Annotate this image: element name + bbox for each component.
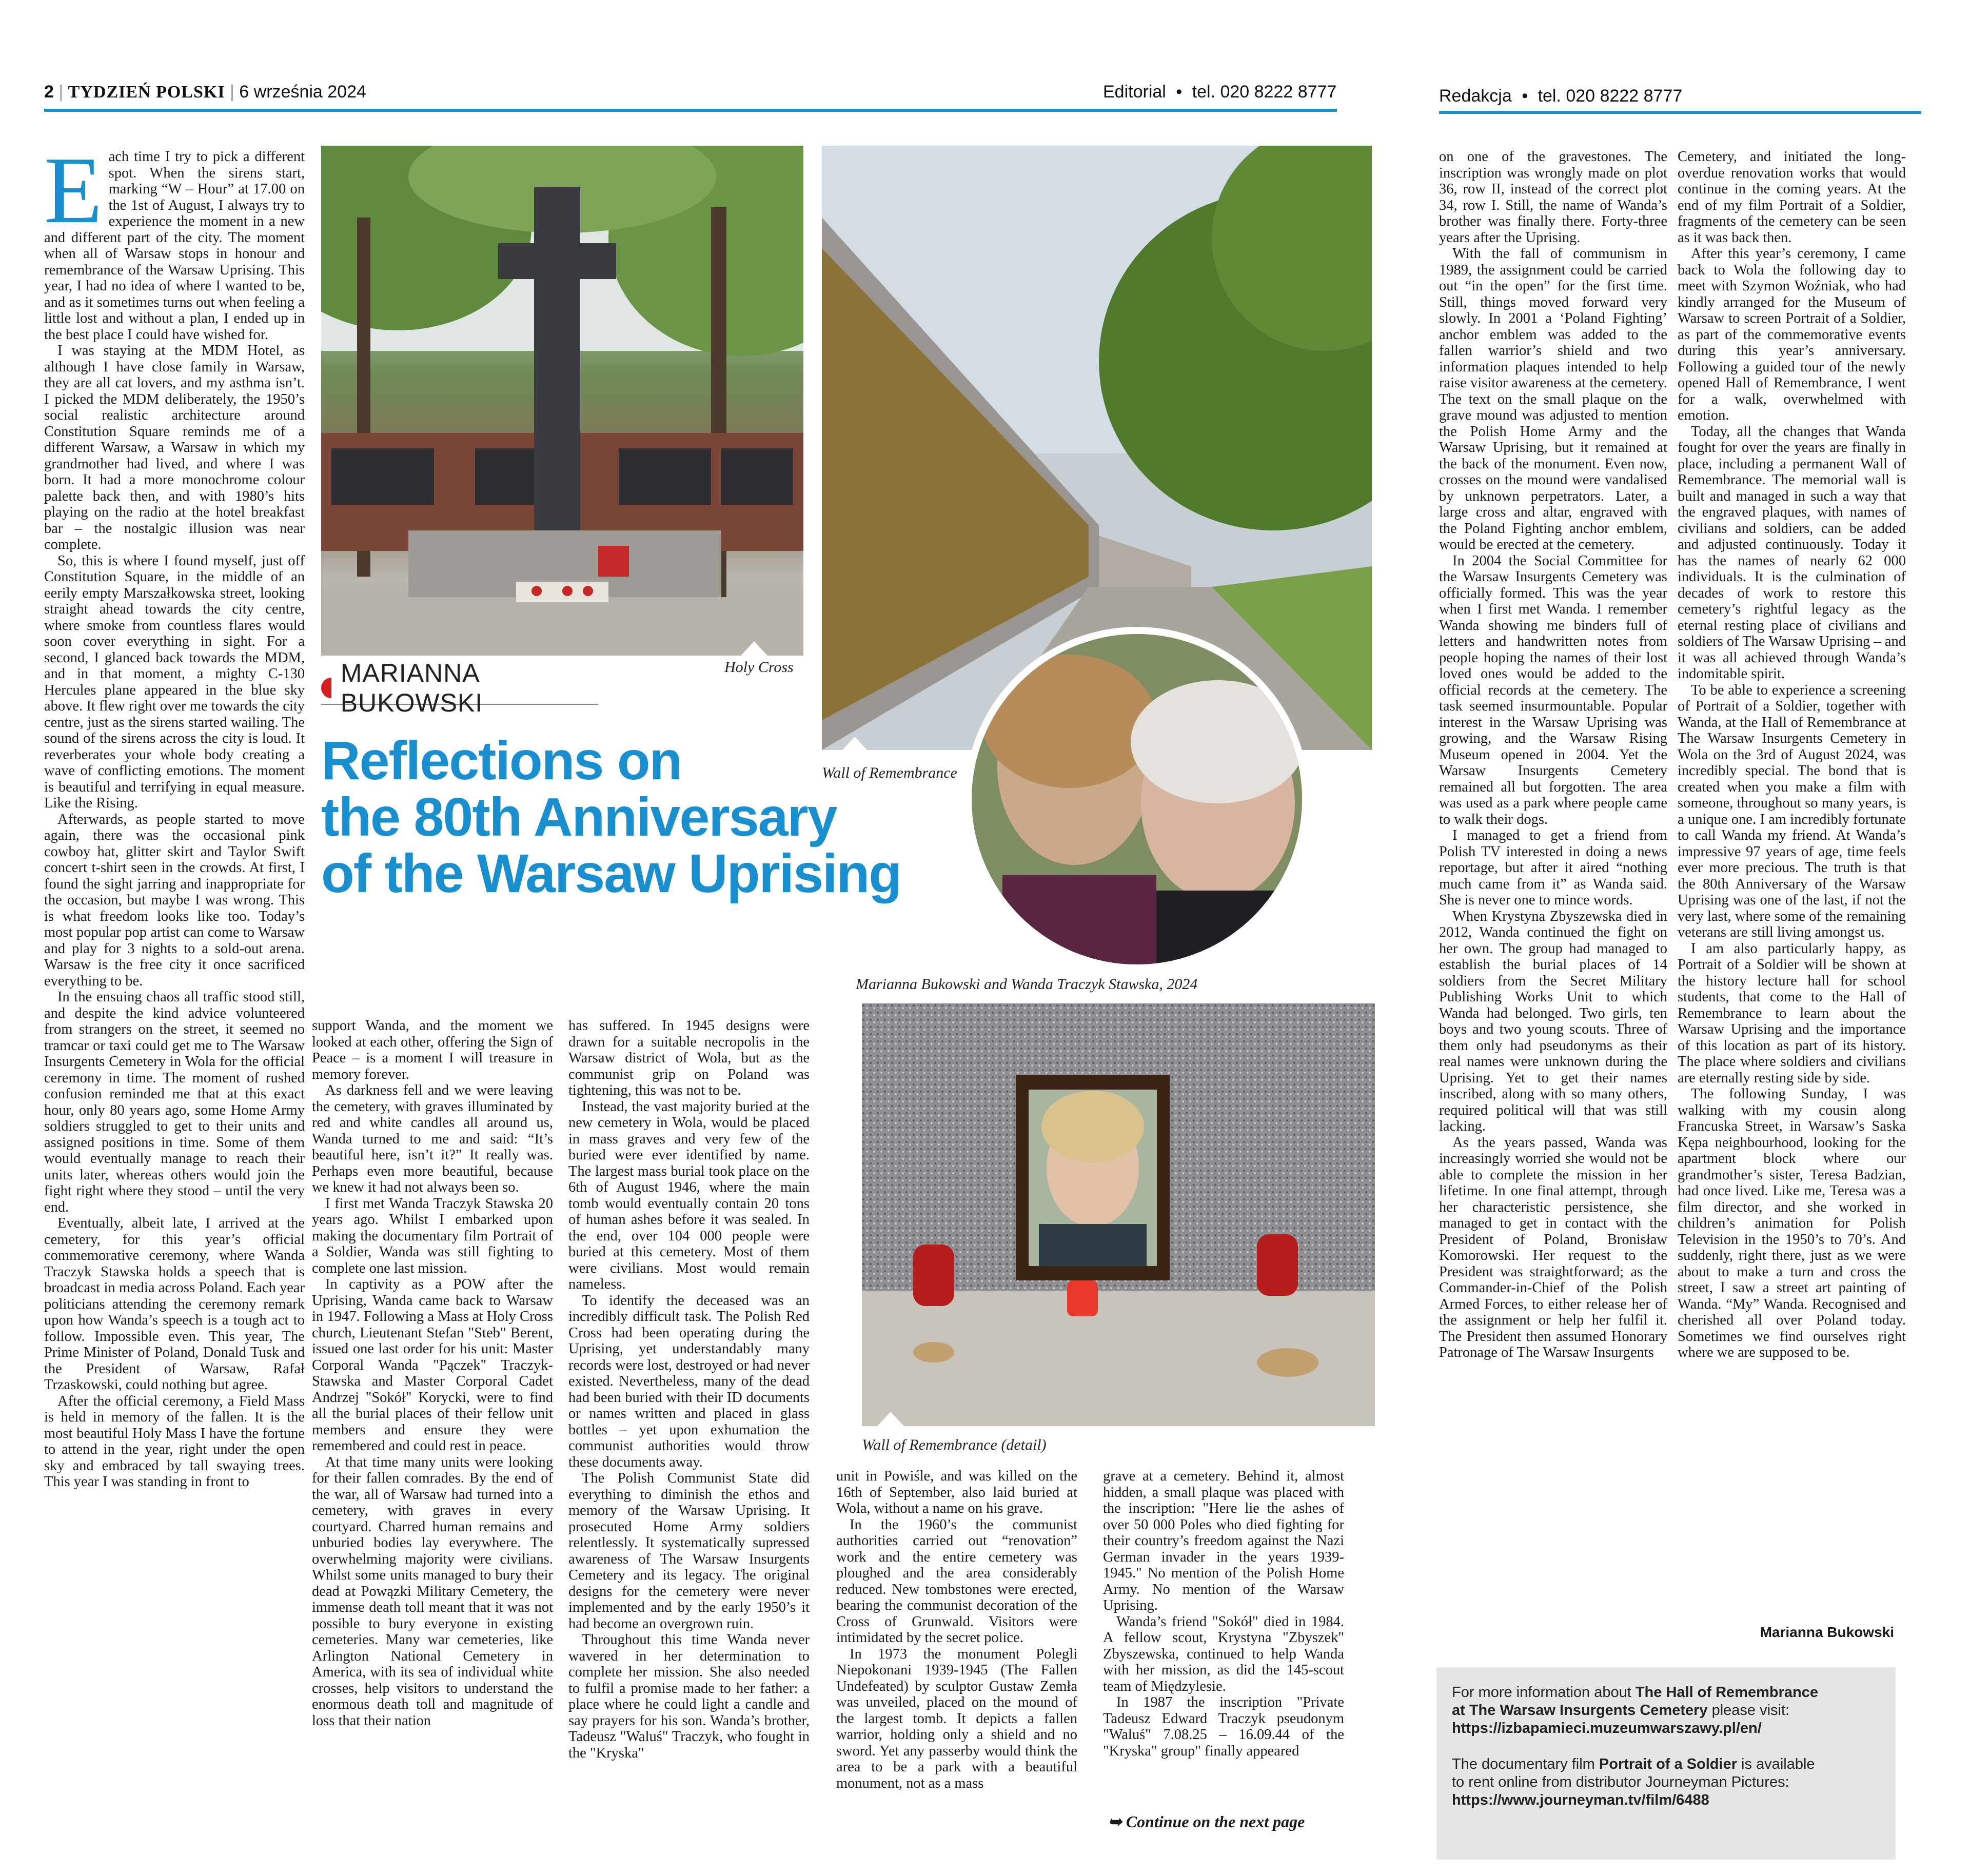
holy-cross-illustration (321, 146, 803, 656)
info-bold: at The Warsaw Insurgents Cemetery (1452, 1702, 1708, 1719)
wall-detail-caption: Wall of Remembrance (detail) (862, 1436, 1047, 1453)
paragraph: To be able to experience a screening of Portrait of a Soldier, together with Wanda, at the Hall of Remembrance at The Warsaw Insurgents Cemetery in Wola on the 3rd of August 2024, was incredibly special. The bond that is created when you make a film with someone, throughout so many years, is a unique one. I am incredibly fortunate to call Wanda my friend. At Wanda’s impressive 97 years of age, time feels ever more precious. The truth is that the 80th Anniversary of the Warsaw Uprising was one of the last, if not the very last, where some of the remaining veterans are still living amongst us. (1678, 682, 1906, 940)
paragraph: As the years passed, Wanda was increasingly worried she would not be able to complete the mission in her lifetime. In one final attempt, through her characteristic persistence, she managed to get in contact with the President of Poland, Bronisław Komorowski. Her request to the President was straightforward; as the Commander-in-Chief of the Polish Armed Forces, to either release her of the assignment or help her fulfil it. The President then assumed Honorary Patronage of The Warsaw Insurgents (1439, 1134, 1667, 1360)
info-line-1 (1452, 1684, 1880, 1702)
headline-line-2: the 80th Anniversary (321, 787, 837, 847)
headline-line-3: of the Warsaw Uprising (321, 843, 901, 904)
paragraph: I managed to get a friend from Polish TV interested in doing a news reportage, but after it aired “nothing much came from it” as Wanda said. She is never one to mince words. (1439, 827, 1667, 908)
paragraph: Afterwards, as people started to move again, there was the occasional pink cowboy hat, glitter skirt and Taylor Swift concert t-shirt seen in the crowds. At first, I found the sight jarring and inappropriate for the occasion, but maybe I was wrong. This is what freedom looks like too. Today’s most popular pop artist can come to Warsaw and play for 3 nights to a sold-out arena. Warsaw is the free city it once sacrificed everything to be. (44, 811, 305, 989)
headline-line-1: Reflections on (321, 730, 682, 791)
paragraph: So, this is where I found myself, just off Constitution Square, in the middle of an eerily empty Marszałkowska street, looking straight ahead towards the city centre, where smoke from countless flares would soon cover everything in sight. For a second, I glanced back towards the MDM, and in that moment, a mighty C-130 Hercules plane appeared in the blue sky above. It flew right over me towards the city centre, just as the sirens started wailing. The sound of the sirens across the city is loud. It reverberates your whole body creating a wave of conflicting emotions. The moment is beautiful and terrifying in equal measure. Like the Rising. (44, 552, 305, 811)
info-spacer (1452, 1737, 1880, 1755)
article-column-5 (1103, 1468, 1344, 1802)
info-box (1436, 1667, 1896, 1860)
paragraph: unit in Powiśle, and was killed on the 16th of September, also laid buried at Wola, without a name on his grave. (836, 1468, 1077, 1516)
drop-cap: E (44, 149, 103, 243)
info-text: The documentary film (1452, 1756, 1599, 1772)
continue-next-page: ➥ Continue on the next page (1108, 1812, 1305, 1831)
paragraph: In 1987 the inscription "Private Tadeusz Edward Traczyk pseudonym "Waluś" 7.08.25 – 16.09.44 of the "Kryska" group" finally appeared (1103, 1694, 1344, 1759)
header-tel-right: tel. 020 8222 8777 (1538, 86, 1683, 106)
paragraph: on one of the gravestones. The inscription was wrongly made on plot 36, row II, instead of the correct plot 34, row I. Still, the name of Wanda’s brother was finally there. Forty-three years after the Uprising. (1439, 149, 1667, 246)
paragraph: ach time I try to pick a different spot. When the sirens start, marking “W – Hour” at 17.00 on the 1st of August, I always try to experience the moment in a new and different part of the city. The moment when all of Warsaw stops in honour and remembrance of the Warsaw Uprising. This year, I had no idea of where I wanted to be, and as it sometimes turns out when feeling a little lost and without a plan, I ended up in the best place I could have wished for. (44, 149, 305, 343)
header-bullet-right: • (1522, 86, 1528, 106)
paragraph: grave at a cemetery. Behind it, almost hidden, a small plaque was placed with the inscription: "Here lie the ashes of over 50 000 Poles who died fighting for their country’s freedom against the Nazi German invader in the years 1939-1945." No mention of the Polish Home Army. No mention of the Warsaw Uprising. (1103, 1468, 1344, 1613)
running-head-right (1439, 86, 1682, 106)
info-bold: Portrait of a Soldier (1599, 1756, 1737, 1772)
paragraph: To identify the deceased was an incredibly difficult task. The Polish Red Cross had been operating during the Uprising, yet understandably many records were lost, destroyed or had never existed. Nevertheless, many of the dead had been buried with their ID documents or names written and placed in glass bottles – yet upon exhumation the communist authorities would throw these documents away. (568, 1292, 810, 1470)
holy-cross-caption: Holy Cross (724, 659, 794, 676)
info-url-1[interactable] (1452, 1720, 1880, 1737)
byline-mark-icon (321, 678, 331, 698)
byline-author: MARIANNA BUKOWSKI (340, 659, 483, 717)
info-line-3 (1452, 1755, 1880, 1773)
running-head-section (1103, 82, 1336, 102)
section-name: Editorial (1103, 82, 1166, 102)
paragraph: In 1973 the monument Polegli Niepokonani 1939-1945 (The Fallen Undefeated) by sculptor Gustaw Zemła was unveiled, placed on the mound of the largest tomb. It depicts a fallen warrior, holding only a shield and no sword. Yet any passerby would think the area to be a park with a beautiful monument, not as a mass (836, 1646, 1077, 1791)
page-number: 2 (44, 82, 54, 102)
info-link[interactable]: https://izbapamieci.muzeumwarszawy.pl/en/ (1452, 1720, 1762, 1736)
paragraph: Cemetery, and initiated the long-overdue renovation works that would continue in the coming years. At the end of my film Portrait of a Soldier, fragments of the cemetery can be seen as it was back then. (1678, 149, 1906, 246)
header-rule-right (1439, 111, 1921, 114)
issue-date: 6 września 2024 (239, 82, 366, 102)
article-column-7 (1678, 149, 1906, 1621)
info-url-2[interactable] (1452, 1791, 1880, 1809)
paragraph: After the official ceremony, a Field Mass is held in memory of the fallen. It is the most beautiful Holy Mass I have the fortune to attend in the year, right under the open sky and embraced by tall swaying trees. This year I was standing in front to (44, 1393, 305, 1490)
byline (321, 659, 598, 717)
wall-caption: Wall of Remembrance (822, 764, 957, 781)
paragraph: With the fall of communism in 1989, the assignment could be carried out “in the open” for the first time. Still, things moved forward very slowly. In 2001 a ‘Poland Fighting’ anchor emblem was added to the fallen warrior’s shield and two information plaques intended to help raise visitor awareness at the cemetery. The text on the small plaque on the grave mound was adjusted to mention the Polish Home Army and the Warsaw Uprising, but it remained at the back of the monument. Even now, crosses on the mound were vandalised by unknown perpetrators. Later, a large cross and altar, engraved with the Poland Fighting anchor emblem, would be erected at the cemetery. (1439, 246, 1667, 552)
running-head-left: 2 | TYDZIEŃ POLSKI | 6 września 2024 (44, 82, 366, 102)
header-rule-left (44, 109, 1337, 112)
paragraph: I was staying at the MDM Hotel, as although I have close family in Warsaw, they are all cat lovers, and my asthma isn’t. I picked the MDM deliberately, the 1950’s social realistic architecture around Constitution Square reminds me of a different Warsaw, a Warsaw in which my grandmother had lived, and where I was born. It had a more monochrome colour palette back then, and with 1980’s hits playing on the radio at the hotel breakfast bar – the nostalgic illusion was near complete. (44, 343, 305, 552)
paragraph: Instead, the vast majority buried at the new cemetery in Wola, would be placed in mass graves and very few of the buried were ever identified by name. The largest mass burial took place on the 6th of August 1946, where the main tomb would eventually contain 20 tons of human ashes before it was sealed. In the end, over 104 000 people were buried at this cemetery. Most of them were civilians. Most would remain nameless. (568, 1098, 810, 1292)
headline (321, 730, 901, 904)
portrait-caption: Marianna Bukowski and Wanda Traczyk Stawska, 2024 (856, 976, 1198, 993)
info-text: is available (1737, 1756, 1815, 1772)
paragraph: As darkness fell and we were leaving the cemetery, with graves illuminated by red and white candles all around us, Wanda turned to me and said: “It’s beautiful here, isn’t it?” It really was. Perhaps even more beautiful, because we knew it had not always been so. (312, 1082, 553, 1195)
info-line-2 (1452, 1702, 1880, 1720)
portrait-photo (964, 627, 1309, 972)
paragraph: Eventually, albeit late, I arrived at the cemetery, for this year’s official commemorative ceremony, where Wanda Traczyk Stawska holds a speech that is broadcast in media across Poland. Each year politicians attending the ceremony remark upon how Wanda’s speech is a tough act to follow. Impossible even. This year, The Prime Minister of Poland, Donald Tusk and the President of Warsaw, Rafał Trzaskowski, could nothing but agree. (44, 1215, 305, 1393)
paragraph: In 2004 the Social Committee for the Warsaw Insurgents Cemetery was officially formed. This was the year when I first met Wanda. I remember Wanda showing me binders full of letters and handwritten notes from people hoping the names of their lost loved ones would be added to the official records at the cemetery. The task seemed insurmountable. Popular interest in the Warsaw Uprising was growing, and the Warsaw Rising Museum opened in 2004. Yet the Warsaw Insurgents Cemetery remained all but forgotten. The area was used as a park where people came to walk their dogs. (1439, 552, 1667, 827)
article-column-3 (568, 1018, 810, 1859)
wall-detail-illustration (862, 1003, 1375, 1426)
article-signature: Marianna Bukowski (1760, 1624, 1894, 1640)
article-column-6 (1439, 149, 1667, 1662)
info-text: For more information about (1452, 1684, 1636, 1701)
info-link[interactable]: https://www.journeyman.tv/film/6488 (1452, 1792, 1709, 1808)
info-bold: The Hall of Remembrance (1635, 1684, 1818, 1701)
paragraph: In the 1960’s the communist authorities carried out “renovation” work and the entire cemetery was ploughed and the area considerably reduced. New tombstones were erected, bearing the communist decoration of the Cross of Grunwald. Visitors were intimidated by the secret police. (836, 1516, 1077, 1646)
article-column-2 (312, 1018, 553, 1859)
portrait-illustration (972, 634, 1309, 972)
section-name-pl: Redakcja (1439, 86, 1512, 106)
header-tel: tel. 020 8222 8777 (1192, 82, 1337, 102)
info-text: please visit: (1707, 1702, 1790, 1719)
paragraph: The Polish Communist State did everything to diminish the ethos and memory of the Warsaw Uprising. It prosecuted Home Army soldiers relentlessly. It systematically supressed awareness of The Warsaw Insurgents Cemetery and its legacy. The original designs for the cemetery were never implemented and by the early 1950’s it had become an overgrown ruin. (568, 1470, 810, 1632)
paragraph: In captivity as a POW after the Uprising, Wanda came back to Warsaw in 1947. Following a Mass at Holy Cross church, Lieutenant Stefan "Steb" Berent, issued one last order for his unit: Master Corporal Wanda "Pączek" Traczyk-Stawska and Master Corporal Cadet Andrzej "Sokół" Korycki, were to find all the burial places of their fellow unit members and ensure they were remembered and could rest in peace. (312, 1276, 553, 1454)
holy-cross-photo (321, 146, 803, 656)
paragraph: support Wanda, and the moment we looked at each other, offering the Sign of Peace – is a moment I will treasure in memory forever. (312, 1018, 553, 1082)
header-bullet: • (1176, 82, 1183, 102)
paragraph: Wanda’s friend "Sokół" died in 1984. A fellow scout, Krystyna "Zbyszek" Zbyszewska, continued to help Wanda with her mission, as did the 145-scout team of Międzylesie. (1103, 1613, 1344, 1694)
paragraph: has suffered. In 1945 designs were drawn for a suitable necropolis in the Warsaw district of Wola, but as the communist grip on Poland was tightening, this was not to be. (568, 1018, 810, 1098)
info-line-4: to rent online from distributor Journeyman Pictures: (1452, 1774, 1789, 1790)
paragraph: Today, all the changes that Wanda fought for over the years are finally in place, including a permanent Wall of Remembrance. The memorial wall is built and managed in such a way that the engraved plaques, with names of civilians and soldiers, can be added and adjusted continuously. Today it has the names of nearly 62 000 individuals. It is the culmination of decades of work to restore this cemetery’s rightful legacy as the eternal resting place of civilians and soldiers of The Warsaw Uprising – and it was all achieved through Wanda’s indomitable spirit. (1678, 423, 1906, 682)
paragraph: I first met Wanda Traczyk Stawska 20 years ago. Whilst I embarked upon making the documentary film Portrait of a Soldier, Wanda was still fighting to complete one last mission. (312, 1195, 553, 1276)
paragraph: Throughout this time Wanda never wavered in her determination to complete her mission. She also needed to fulfil a promise made to her father: a place where he could light a candle and say prayers for his son. Wanda’s brother, Tadeusz "Waluś" Traczyk, who fought in the "Kryska" (568, 1632, 810, 1761)
paragraph: The following Sunday, I was walking with my cousin along Francuska Street, in Warsaw’s Saska Kępa neighbourhood, looking for the apartment block where our grandmother’s sister, Teresa Badzian, had once lived. Like me, Teresa was a film director, and she worked in children’s animation for Polish Television in the 1950’s to 70’s. And suddenly, right there, just as we were about to make a turn and cross the street, I saw a street art painting of Wanda. “My” Wanda. Recognised and cherished all over Poland today. Sometimes we find ourselves right where we are supposed to be. (1678, 1086, 1906, 1360)
wall-detail-photo (862, 1003, 1375, 1426)
holy-cross-pointer (741, 641, 767, 656)
article-column-1 (44, 149, 305, 1862)
wall-detail-pointer (877, 1412, 904, 1426)
paragraph: In the ensuing chaos all traffic stood still, and despite the kind advice volunteered from strangers on the street, it seemed no tramcar or taxi could get me to The Warsaw Insurgents Cemetery in Wola for the official ceremony in time. The moment of rushed confusion reminded me that at this exact hour, only 80 years ago, some Home Army soldiers struggled to get to their units and assigned positions in time. Some of them would eventually manage to reach their units later, whereas others would join the fight right where they stood – until the very end. (44, 989, 305, 1215)
paragraph: I am also particularly happy, as Portrait of a Soldier will be shown at the history lecture hall for school students, that come to the Hall of Remembrance to learn about the Warsaw Uprising and the importance of this location as part of its history. The place where soldiers and civilians are eternally resting side by side. (1678, 940, 1906, 1086)
paragraph: After this year’s ceremony, I came back to Wola the following day to meet with Szymon Woźniak, who had kindly arranged for the Museum of Warsaw to screen Portrait of a Soldier, as part of the commemorative events during this year’s anniversary. Following a guided tour of the newly opened Hall of Remembrance, I went for a walk, overwhelmed with emotion. (1678, 246, 1906, 423)
article-column-4 (836, 1468, 1077, 1807)
paragraph: When Krystyna Zbyszewska died in 2012, Wanda continued the fight on her own. The group had managed to establish the burial places of 14 soldiers from the Secret Military Publishing Works Unit to which Wanda had belonged. Two girls, ten boys and two young scouts. Three of them only had pseudonyms as their real names were unknown during the Uprising. Yet to get their names inscribed, along with so many others, required political will that was still lacking. (1439, 908, 1667, 1134)
paragraph: At that time many units were looking for their fallen comrades. By the end of the war, all of Warsaw had turned into a cemetery, with graves in every courtyard. Charred human remains and unburied bodies lay everywhere. The overwhelming majority were civilians. Whilst some units managed to bury their dead at Powązki Military Cemetery, the immense death toll meant that it was not possible to bury everyone in existing cemeteries. Many war cemeteries, like Arlington National Cemetery in America, with its sea of individual white crosses, help visitors to understand the enormous death toll and magnitude of loss that their nation (312, 1454, 553, 1729)
paper-name: TYDZIEŃ POLSKI (68, 83, 225, 102)
